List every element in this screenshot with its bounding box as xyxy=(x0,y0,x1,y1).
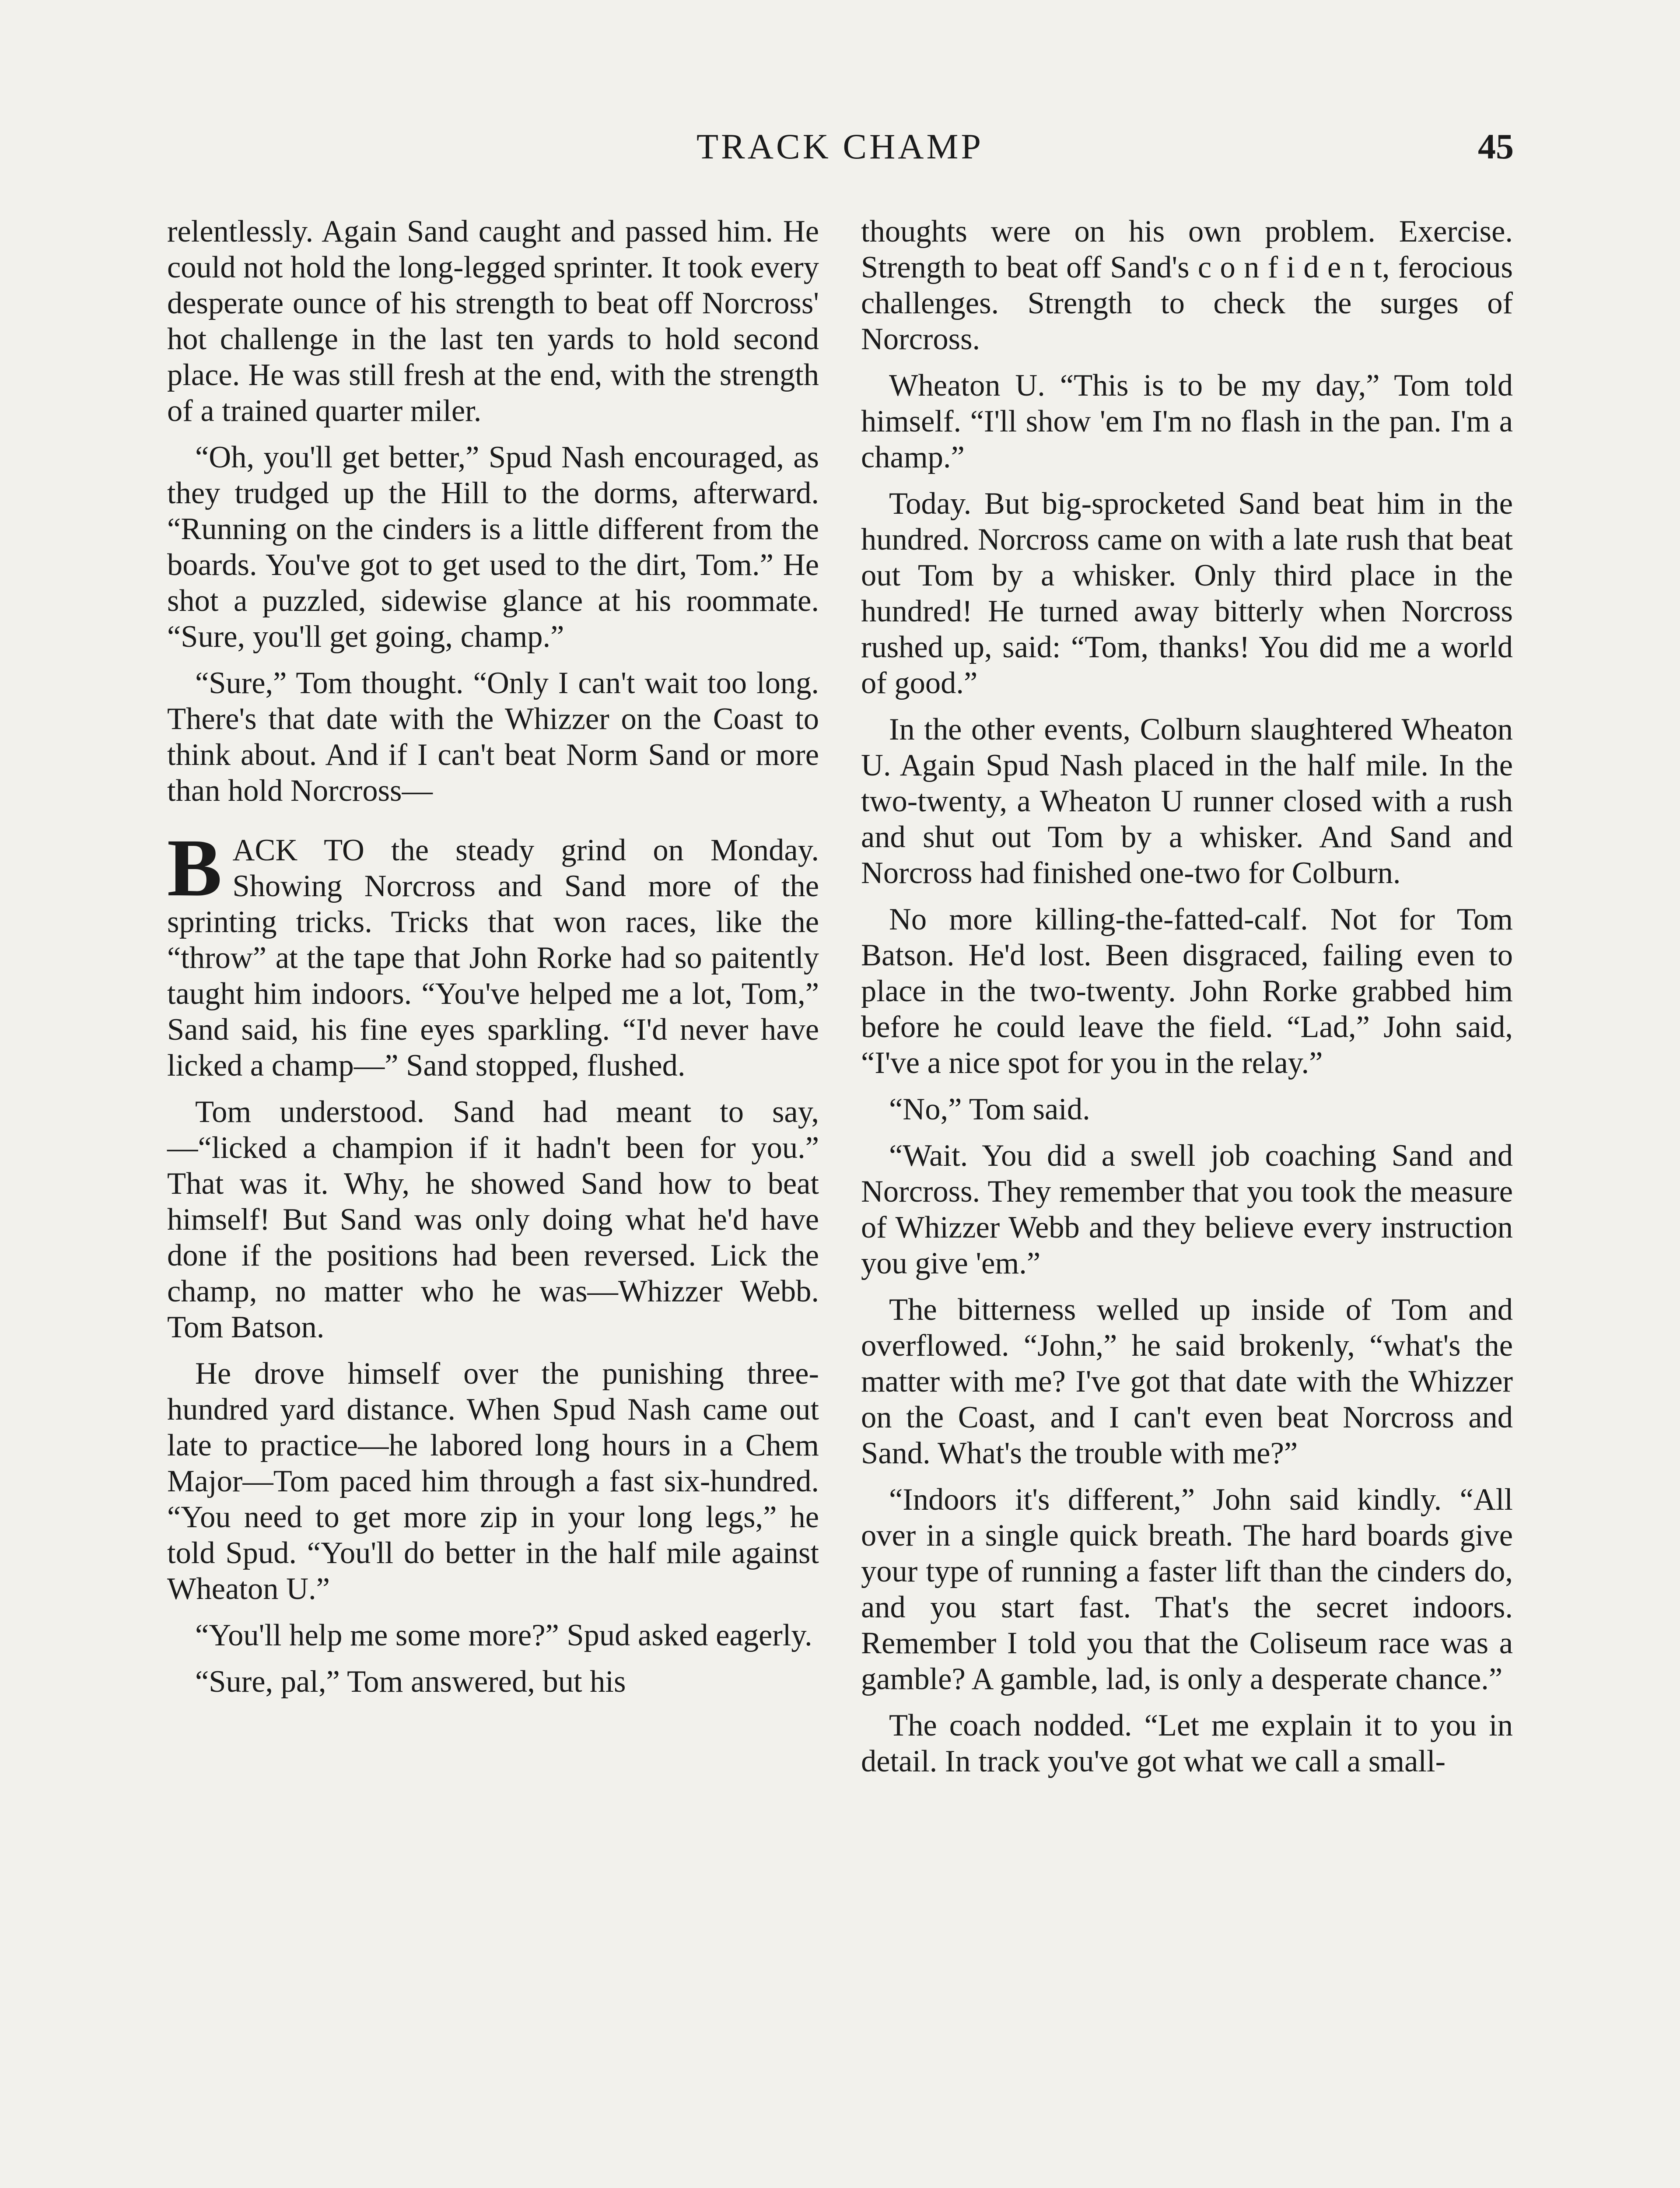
paragraph: relentlessly. Again Sand caught and passed him. He could not hold the long-legged sprinter. It took every desperate ounce of his strength to beat off Norcross' hot challenge in the last ten yards to hold second place. He was still fresh at the end, with the strength of a trained quarter miler. xyxy=(167,214,819,428)
paragraph: The coach nodded. “Let me explain it to you in detail. In track you've got what we call a small- xyxy=(861,1708,1513,1778)
paragraph: Tom understood. Sand had meant to say, —“licked a champion if it hadn't been for you.” That was it. Why, he showed Sand how to beat himself! But Sand was only doing what he'd have done if the positions had been reversed. Lick the champ, no matter who he was—Whizzer Webb. Tom Batson. xyxy=(167,1095,819,1344)
paragraph: The bitterness welled up inside of Tom and overflowed. “John,” he said brokenly, “what's the matter with me? I've got that date with the Whizzer on the Coast, and I can't even beat Norcross and Sand. What's the trouble with me?” xyxy=(861,1293,1513,1470)
paragraph: “You'll help me some more?” Spud asked eagerly. xyxy=(195,1618,812,1652)
paragraph-text: ACK TO the steady grind on Monday. Showing Norcross and Sand more of the sprinting tricks. Tricks that won races, like the “throw” at the tape that John Rorke had so paitently taught him indoors. “You've helped me a lot, Tom,” Sand said, his fine eyes sparkling. “I'd never have licked a champ—” Sand stopped, flushed. xyxy=(167,833,819,1083)
paragraph: “Sure,” Tom thought. “Only I can't wait too long. There's that date with the Whizzer on the Coast to think about. And if I can't beat Norm Sand or more than hold Norcross— xyxy=(167,666,819,808)
paragraph: “Indoors it's different,” John said kindly. “All over in a single quick breath. The hard boards give your type of running a faster lift than the cinders do, and you start fast. That's the secret indoors. Remember I told you that the Coliseum race was a gamble? A gamble, lad, is only a desperate chance.” xyxy=(861,1483,1513,1696)
paragraph: In the other events, Colburn slaughtered Wheaton U. Again Spud Nash placed in the half mile. In the two-twenty, a Wheaton U runner closed with a rush and shut out Tom by a whisker. And Sand and Norcross had finished one-two for Colburn. xyxy=(861,712,1513,890)
running-title: TRACK CHAMP xyxy=(696,126,984,166)
left-column xyxy=(167,214,819,1710)
page-number: 45 xyxy=(1478,126,1514,166)
paragraph: He drove himself over the punishing three-hundred yard distance. When Spud Nash came out late to practice—he labored long hours in a Chem Major—Tom paced him through a fast six-hundred. “You need to get more zip in your long legs,” he told Spud. “You'll do better in the half mile against Wheaton U.” xyxy=(167,1357,819,1606)
paragraph: No more killing-the-fatted-calf. Not for Tom Batson. He'd lost. Been disgraced, failing even to place in the two-twenty. John Rorke grabbed him before he could leave the field. “Lad,” John said, “I've a nice spot for you in the relay.” xyxy=(861,902,1513,1080)
right-column xyxy=(861,214,1513,1790)
paragraph: thoughts were on his own problem. Exercise. Strength to beat off Sand's c o n f i d e n t, ferocious challenges. Strength to check the surges of Norcross. xyxy=(861,214,1513,356)
paragraph: Today. But big-sprocketed Sand beat him in the hundred. Norcross came on with a late rush that beat out Tom by a whisker. Only third place in the hundred! He turned away bitterly when Norcross rushed up, said: “Tom, thanks! You did me a world of good.” xyxy=(861,487,1513,700)
paragraph: “Wait. You did a swell job coaching Sand and Norcross. They remember that you took the measure of Whizzer Webb and they believe every instruction you give 'em.” xyxy=(861,1139,1513,1280)
page-header xyxy=(166,126,1514,174)
section-opening-paragraph xyxy=(167,822,819,1083)
paragraph: “No,” Tom said. xyxy=(889,1092,1090,1126)
paragraph: “Sure, pal,” Tom answered, but his xyxy=(195,1665,626,1699)
paragraph: Wheaton U. “This is to be my day,” Tom told himself. “I'll show 'em I'm no flash in the pan. I'm a champ.” xyxy=(861,368,1513,474)
paragraph: “Oh, you'll get better,” Spud Nash encouraged, as they trudged up the Hill to the dorms, afterward. “Running on the cinders is a little different from the boards. You've got to get used to the dirt, Tom.” He shot a puzzled, sidewise glance at his roommate. “Sure, you'll get going, champ.” xyxy=(167,440,819,654)
drop-cap: B xyxy=(167,822,222,913)
